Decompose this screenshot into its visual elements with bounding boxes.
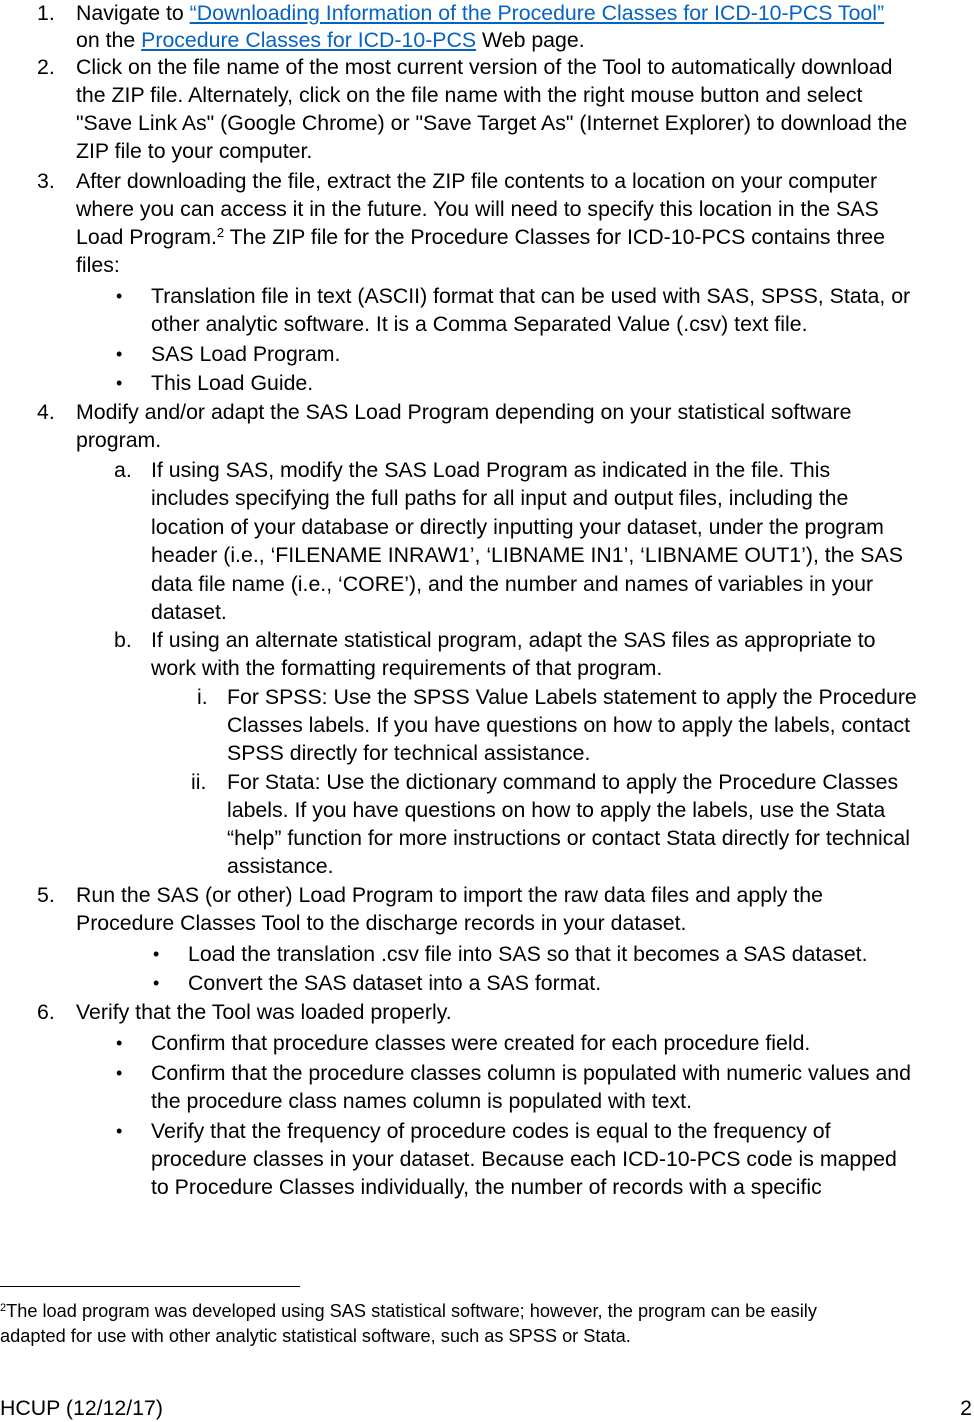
step-5-number: 5. — [37, 883, 55, 907]
step-6-bullet-3-cont: procedure classes in your dataset. Because each ICD-10-PCS code is mapped — [151, 1147, 897, 1171]
step-6-line: Verify that the Tool was loaded properly. — [76, 1000, 452, 1024]
footnote-line — [0, 1297, 817, 1325]
step-1-text: Navigate to — [76, 1, 190, 25]
footnote-separator — [0, 1286, 300, 1287]
step-3-line: files: — [76, 253, 120, 277]
step-4a-line: location of your database or directly inputting your dataset, under the program — [151, 515, 884, 539]
step-4-ii-line: assistance. — [227, 854, 334, 878]
step-1-line-2 — [76, 26, 585, 54]
bullet-icon: • — [116, 286, 123, 306]
bullet-icon: • — [116, 1121, 123, 1141]
step-4a-line: If using SAS, modify the SAS Load Program as indicated in the file. This — [151, 458, 831, 482]
step-3-bullet-1-cont: other analytic software. It is a Comma Separated Value (.csv) text file. — [151, 312, 808, 336]
footer-left: HCUP (12/12/17) — [0, 1396, 163, 1420]
step-1-text-end: Web page. — [476, 28, 585, 52]
step-4a-line: header (i.e., ‘FILENAME INRAW1’, ‘LIBNAME IN1’, ‘LIBNAME OUT1’), the SAS — [151, 543, 903, 567]
step-4-line: program. — [76, 428, 162, 452]
step-4a-line: includes specifying the full paths for all input and output files, including the — [151, 486, 849, 510]
page-number: 2 — [960, 1396, 972, 1420]
step-6-bullet-2: Confirm that the procedure classes column is populated with numeric values and — [151, 1061, 911, 1085]
step-5-bullet-1: Load the translation .csv file into SAS so that it becomes a SAS dataset. — [188, 942, 868, 966]
bullet-icon: • — [153, 973, 160, 993]
step-6-bullet-1: Confirm that procedure classes were created for each procedure field. — [151, 1031, 811, 1055]
step-3-bullet-3: This Load Guide. — [151, 371, 314, 395]
step-4-i-line: SPSS directly for technical assistance. — [227, 741, 591, 765]
step-4a-line: dataset. — [151, 600, 227, 624]
step-4-ii-line: For Stata: Use the dictionary command to apply the Procedure Classes — [227, 770, 899, 794]
bullet-icon: • — [116, 1033, 123, 1053]
step-4-number: 4. — [37, 400, 55, 424]
step-1-text-on: on the — [76, 28, 142, 52]
step-5-line: Run the SAS (or other) Load Program to import the raw data files and apply the — [76, 883, 823, 907]
step-2-line: "Save Link As" (Google Chrome) or "Save Target As" (Internet Explorer) to download the — [76, 111, 908, 135]
step-5-bullet-2: Convert the SAS dataset into a SAS format. — [188, 971, 602, 995]
step-4-i-label: i. — [197, 685, 208, 709]
step-3-line: After downloading the file, extract the ZIP file contents to a location on your computer — [76, 169, 878, 193]
step-2-number: 2. — [37, 55, 55, 79]
step-4-ii-line: labels. If you have questions on how to apply the labels, use the Stata — [227, 798, 886, 822]
step-6-bullet-3-cont: to Procedure Classes individually, the number of records with a specific — [151, 1175, 822, 1199]
step-4-ii-line: “help” function for more instructions or contact Stata directly for technical — [227, 826, 910, 850]
step-4b-label: b. — [114, 628, 132, 652]
step-1-line-1 — [76, 0, 884, 27]
downloading-info-link[interactable]: “Downloading Information of the Procedure Classes for ICD-10-PCS Tool” — [189, 1, 885, 25]
step-4b-line: If using an alternate statistical program, adapt the SAS files as appropriate to — [151, 628, 876, 652]
footnote-reference[interactable]: 2 — [216, 225, 225, 240]
step-3-bullet-2: SAS Load Program. — [151, 342, 341, 366]
step-4-i-line: For SPSS: Use the SPSS Value Labels statement to apply the Procedure — [227, 685, 917, 709]
step-3-line — [76, 223, 885, 251]
step-6-bullet-2-cont: the procedure class names column is populated with text. — [151, 1089, 692, 1113]
footnote-text: The load program was developed using SAS statistical software; however, the program can be easily — [6, 1301, 817, 1321]
step-4-i-line: Classes labels. If you have questions on how to apply the labels, contact — [227, 713, 911, 737]
step-3-text: Load Program. — [76, 225, 217, 249]
procedure-classes-page-link[interactable]: Procedure Classes for ICD-10-PCS — [141, 28, 477, 52]
step-4-ii-label: ii. — [191, 770, 207, 794]
bullet-icon: • — [116, 1063, 123, 1083]
step-6-bullet-3: Verify that the frequency of procedure codes is equal to the frequency of — [151, 1119, 831, 1143]
step-1-number: 1. — [37, 1, 55, 25]
step-4a-label: a. — [114, 458, 132, 482]
step-5-line: Procedure Classes Tool to the discharge records in your dataset. — [76, 911, 687, 935]
bullet-icon: • — [116, 373, 123, 393]
step-4a-line: data file name (i.e., ‘CORE’), and the number and names of variables in your — [151, 572, 874, 596]
bullet-icon: • — [116, 344, 123, 364]
step-2-line: Click on the file name of the most current version of the Tool to automatically download — [76, 55, 893, 79]
step-6-number: 6. — [37, 1000, 55, 1024]
step-3-line: where you can access it in the future. You will need to specify this location in the SAS — [76, 197, 879, 221]
step-2-line: ZIP file to your computer. — [76, 139, 313, 163]
step-3-bullet-1: Translation file in text (ASCII) format that can be used with SAS, SPSS, Stata, or — [151, 284, 911, 308]
step-4-line: Modify and/or adapt the SAS Load Program depending on your statistical software — [76, 400, 852, 424]
step-3-text: The ZIP file for the Procedure Classes for ICD-10-PCS contains three — [224, 225, 885, 249]
step-4b-line: work with the formatting requirements of that program. — [151, 656, 663, 680]
bullet-icon: • — [153, 944, 160, 964]
step-3-number: 3. — [37, 169, 55, 193]
footnote-mark: 2 — [0, 1302, 7, 1314]
step-2-line: the ZIP file. Alternately, click on the file name with the right mouse button and select — [76, 83, 863, 107]
footnote-line: adapted for use with other analytic statistical software, such as SPSS or Stata. — [0, 1326, 631, 1346]
